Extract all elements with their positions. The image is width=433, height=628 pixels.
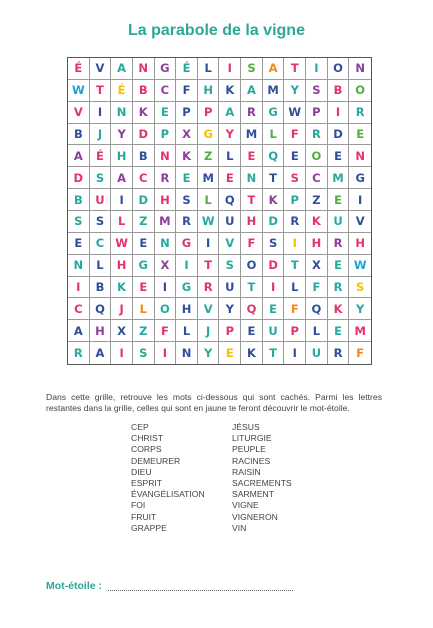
word-list-right — [232, 422, 292, 534]
grid-cell[interactable]: A — [68, 145, 90, 167]
word-list-item: LITURGIE — [232, 433, 272, 444]
grid-cell[interactable]: R — [241, 102, 263, 124]
grid-cell[interactable]: L — [219, 145, 241, 167]
grid-cell[interactable]: É — [90, 145, 112, 167]
word-list-item: VIN — [232, 522, 247, 533]
grid-cell[interactable]: U — [219, 211, 241, 233]
grid-cell[interactable]: S — [90, 167, 112, 189]
grid-cell[interactable]: S — [263, 233, 285, 255]
grid-cell[interactable]: H — [241, 211, 263, 233]
grid-cell[interactable]: G — [176, 233, 198, 255]
grid-cell[interactable]: S — [176, 189, 198, 211]
grid-cell[interactable]: N — [349, 145, 371, 167]
grid-cell[interactable]: D — [133, 124, 155, 146]
grid-cell[interactable]: F — [155, 320, 177, 342]
word-list-item: CORPS — [131, 444, 162, 455]
grid-cell[interactable]: D — [328, 124, 350, 146]
grid-cell[interactable]: O — [241, 255, 263, 277]
word-list-item: FRUIT — [131, 511, 157, 522]
grid-cell[interactable]: T — [263, 167, 285, 189]
grid-cell[interactable]: P — [306, 102, 328, 124]
grid-cell[interactable]: H — [306, 233, 328, 255]
grid-cell[interactable]: R — [306, 124, 328, 146]
word-search-grid[interactable] — [67, 57, 372, 365]
grid-cell[interactable]: I — [263, 277, 285, 299]
grid-cell[interactable]: G — [133, 255, 155, 277]
grid-cell[interactable]: X — [176, 124, 198, 146]
grid-cell[interactable]: K — [328, 298, 350, 320]
grid-cell[interactable]: B — [328, 80, 350, 102]
grid-cell[interactable]: U — [263, 320, 285, 342]
grid-cell[interactable]: B — [133, 80, 155, 102]
grid-cell[interactable]: S — [133, 342, 155, 364]
grid-cell[interactable]: F — [176, 80, 198, 102]
word-list-item: FOI — [131, 500, 146, 511]
grid-cell[interactable]: N — [68, 255, 90, 277]
grid-cell[interactable]: C — [306, 167, 328, 189]
grid-cell[interactable]: R — [284, 211, 306, 233]
grid-cell[interactable]: R — [328, 277, 350, 299]
word-list-item: VIGNE — [232, 500, 259, 511]
grid-cell[interactable]: P — [176, 102, 198, 124]
word-list-item: CEP — [131, 422, 149, 432]
grid-cell[interactable]: I — [306, 58, 328, 80]
grid-cell[interactable]: F — [284, 298, 306, 320]
grid-cell[interactable]: L — [133, 298, 155, 320]
grid-cell[interactable]: C — [68, 298, 90, 320]
grid-cell[interactable]: S — [241, 58, 263, 80]
word-list-item: SARMENT — [232, 489, 275, 500]
grid-cell[interactable]: É — [111, 80, 133, 102]
grid-cell[interactable]: O — [328, 58, 350, 80]
word-list-item: VIGNERON — [232, 511, 278, 522]
grid-cell[interactable]: Q — [90, 298, 112, 320]
grid-cell[interactable]: N — [155, 145, 177, 167]
grid-cell[interactable]: E — [68, 233, 90, 255]
grid-cell[interactable]: P — [284, 189, 306, 211]
grid-cell[interactable]: Q — [219, 189, 241, 211]
grid-cell[interactable]: P — [155, 124, 177, 146]
grid-cell[interactable]: M — [263, 80, 285, 102]
grid-cell[interactable]: N — [155, 233, 177, 255]
grid-cell[interactable]: Y — [349, 298, 371, 320]
grid-cell[interactable]: N — [111, 102, 133, 124]
grid-cell[interactable]: E — [328, 189, 350, 211]
grid-cell[interactable]: U — [90, 189, 112, 211]
grid-cell[interactable]: R — [176, 211, 198, 233]
grid-cell[interactable]: H — [155, 189, 177, 211]
grid-cell[interactable]: S — [349, 277, 371, 299]
grid-cell[interactable]: B — [68, 124, 90, 146]
grid-cell[interactable]: E — [219, 342, 241, 364]
grid-cell[interactable]: H — [349, 233, 371, 255]
grid-cell[interactable]: Y — [219, 298, 241, 320]
grid-cell[interactable]: C — [133, 167, 155, 189]
grid-cell[interactable]: A — [219, 102, 241, 124]
grid-cell[interactable]: W — [198, 211, 220, 233]
grid-cell[interactable]: I — [155, 342, 177, 364]
grid-cell[interactable]: K — [306, 211, 328, 233]
grid-cell[interactable]: L — [111, 211, 133, 233]
grid-cell[interactable]: O — [349, 80, 371, 102]
grid-cell[interactable]: Y — [219, 124, 241, 146]
grid-cell[interactable]: R — [68, 342, 90, 364]
grid-cell[interactable]: E — [349, 124, 371, 146]
grid-cell[interactable]: E — [241, 145, 263, 167]
grid-cell[interactable]: D — [263, 255, 285, 277]
grid-cell[interactable]: C — [155, 80, 177, 102]
word-list-item: JÉSUS — [232, 422, 260, 432]
word-list-item: RACINES — [232, 455, 271, 466]
grid-cell[interactable]: I — [219, 58, 241, 80]
grid-cell[interactable]: R — [349, 102, 371, 124]
grid-cell[interactable]: G — [263, 102, 285, 124]
grid-cell[interactable]: J — [198, 320, 220, 342]
grid-cell[interactable]: Y — [111, 124, 133, 146]
grid-cell[interactable]: T — [241, 277, 263, 299]
grid-cell[interactable]: T — [284, 255, 306, 277]
grid-cell[interactable]: G — [176, 277, 198, 299]
mot-etoile-answer-line[interactable] — [108, 590, 293, 591]
grid-cell[interactable]: A — [90, 342, 112, 364]
grid-cell[interactable]: I — [349, 189, 371, 211]
grid-cell[interactable]: E — [328, 255, 350, 277]
grid-cell[interactable]: V — [68, 102, 90, 124]
grid-cell[interactable]: Q — [306, 298, 328, 320]
grid-cell[interactable]: V — [219, 233, 241, 255]
grid-cell[interactable]: F — [306, 277, 328, 299]
grid-cell[interactable]: N — [241, 167, 263, 189]
grid-cell[interactable]: I — [284, 233, 306, 255]
grid-cell[interactable]: E — [328, 145, 350, 167]
grid-cell[interactable]: É — [176, 58, 198, 80]
grid-cell[interactable]: F — [356, 346, 365, 361]
grid-cell[interactable]: M — [241, 124, 263, 146]
grid-cell[interactable]: S — [306, 80, 328, 102]
word-list-item: CHRIST — [131, 433, 163, 444]
instructions-text: Dans cette grille, retrouve les mots ci-dessous qui sont cachés. Parmi les lettres restantes dans la grille, celles qui sont en jaune te feront découvrir le mot-étoile. — [46, 392, 382, 413]
grid-cell[interactable]: R — [328, 233, 350, 255]
grid-cell[interactable]: W — [68, 80, 90, 102]
grid-cell[interactable]: Q — [241, 298, 263, 320]
grid-cell[interactable]: W — [111, 233, 133, 255]
grid-cell[interactable]: E — [284, 145, 306, 167]
grid-cell[interactable]: G — [349, 167, 371, 189]
grid-cell[interactable]: H — [111, 145, 133, 167]
grid-cell[interactable]: B — [68, 189, 90, 211]
grid-cell[interactable]: E — [155, 102, 177, 124]
grid-cell[interactable]: G — [198, 124, 220, 146]
grid-cell[interactable]: H — [198, 80, 220, 102]
grid-cell[interactable]: E — [263, 298, 285, 320]
grid-cell[interactable]: V — [90, 58, 112, 80]
word-list-item: RAISIN — [232, 466, 261, 477]
grid-cell[interactable]: L — [306, 320, 328, 342]
grid-cell[interactable]: L — [90, 255, 112, 277]
grid-cell[interactable]: P — [219, 320, 241, 342]
grid-cell[interactable]: K — [111, 277, 133, 299]
grid-cell[interactable]: T — [263, 342, 285, 364]
grid-cell[interactable]: S — [68, 211, 90, 233]
grid-cell[interactable]: M — [349, 320, 371, 342]
grid-cell[interactable]: U — [219, 277, 241, 299]
grid-cell[interactable]: Z — [306, 189, 328, 211]
grid-cell[interactable]: I — [198, 233, 220, 255]
grid-cell[interactable]: J — [111, 298, 133, 320]
grid-cell[interactable]: O — [155, 298, 177, 320]
grid-cell[interactable]: I — [176, 255, 198, 277]
grid-cell[interactable]: V — [198, 298, 220, 320]
grid-cell[interactable]: A — [68, 320, 90, 342]
grid-cell[interactable]: Y — [198, 342, 220, 364]
grid-cell[interactable]: L — [198, 58, 220, 80]
grid-cell[interactable]: D — [68, 167, 90, 189]
grid-cell[interactable]: C — [90, 233, 112, 255]
grid-cell[interactable]: E — [328, 320, 350, 342]
grid-cell[interactable]: K — [241, 342, 263, 364]
grid-cell[interactable]: L — [198, 189, 220, 211]
grid-cell[interactable]: U — [328, 211, 350, 233]
word-list-item: DEMEURER — [131, 455, 181, 466]
word-list-item: GRAPPE — [131, 522, 167, 533]
grid-cell[interactable]: R — [155, 167, 177, 189]
grid-cell[interactable]: A — [263, 58, 285, 80]
grid-cell[interactable]: I — [111, 342, 133, 364]
mot-etoile-label: Mot-étoile : — [46, 580, 102, 592]
grid-cell[interactable]: T — [90, 80, 112, 102]
grid-cell[interactable]: X — [155, 255, 177, 277]
grid-cell[interactable]: I — [111, 189, 133, 211]
grid-cell[interactable]: W — [284, 102, 306, 124]
word-list-item: ÉVANGÉLISATION — [131, 489, 205, 500]
grid-cell[interactable]: Z — [133, 320, 155, 342]
grid-cell[interactable]: K — [219, 80, 241, 102]
grid-cell[interactable]: É — [68, 58, 90, 80]
grid-cell[interactable]: N — [133, 58, 155, 80]
grid-cell[interactable]: Z — [133, 211, 155, 233]
grid-cell[interactable]: K — [263, 189, 285, 211]
grid-cell[interactable]: R — [198, 277, 220, 299]
grid-cell[interactable]: Z — [198, 145, 220, 167]
grid-cell[interactable]: E — [133, 277, 155, 299]
grid-cell[interactable]: M — [198, 167, 220, 189]
grid-cell[interactable]: L — [263, 124, 285, 146]
grid-cell[interactable]: A — [241, 80, 263, 102]
grid-cell[interactable]: B — [133, 145, 155, 167]
grid-cell[interactable]: I — [328, 102, 350, 124]
grid-cell[interactable]: H — [176, 298, 198, 320]
grid-cell[interactable]: L — [284, 277, 306, 299]
grid-cell[interactable]: U — [306, 342, 328, 364]
grid-cell[interactable]: V — [349, 211, 371, 233]
grid-cell[interactable]: B — [90, 277, 112, 299]
grid-cell[interactable]: X — [111, 320, 133, 342]
grid-cell[interactable]: E — [133, 233, 155, 255]
grid-cell[interactable]: T — [198, 255, 220, 277]
grid-cell[interactable]: R — [328, 342, 350, 364]
word-list-item: DIEU — [131, 466, 152, 477]
grid-cell[interactable]: N — [349, 58, 371, 80]
grid-cell[interactable]: Y — [284, 80, 306, 102]
grid-cell[interactable]: E — [219, 167, 241, 189]
word-list-item: PEUPLE — [232, 444, 266, 455]
grid-cell[interactable]: F — [284, 124, 306, 146]
grid-cell[interactable]: I — [90, 102, 112, 124]
grid-cell[interactable]: M — [155, 211, 177, 233]
grid-cell[interactable]: E — [241, 320, 263, 342]
grid-cell[interactable]: I — [68, 277, 90, 299]
grid-cell[interactable]: O — [306, 145, 328, 167]
grid-cell[interactable]: A — [111, 167, 133, 189]
grid-cell[interactable]: N — [176, 342, 198, 364]
grid-cell[interactable]: I — [284, 342, 306, 364]
word-list-item: ESPRIT — [131, 478, 163, 489]
grid-cell[interactable]: I — [155, 277, 177, 299]
grid-cell[interactable]: H — [111, 255, 133, 277]
word-list-item: SACREMENTS — [232, 478, 292, 489]
grid-cell[interactable]: P — [198, 102, 220, 124]
grid-cell[interactable]: L — [176, 320, 198, 342]
grid-cell[interactable]: D — [133, 189, 155, 211]
grid-cell[interactable]: J — [90, 124, 112, 146]
grid-cell[interactable]: K — [176, 145, 198, 167]
grid-cell[interactable]: K — [133, 102, 155, 124]
grid-cell[interactable]: T — [241, 189, 263, 211]
grid-cell[interactable]: D — [263, 211, 285, 233]
grid-cell[interactable]: F — [241, 233, 263, 255]
grid-cell[interactable]: S — [90, 211, 112, 233]
grid-cell[interactable]: H — [90, 320, 112, 342]
grid-cell[interactable]: T — [284, 58, 306, 80]
word-list-left — [131, 422, 205, 534]
grid-cell[interactable]: W — [349, 255, 371, 277]
grid-cell[interactable]: S — [219, 255, 241, 277]
grid-cell[interactable]: Q — [263, 145, 285, 167]
grid-cell[interactable]: P — [284, 320, 306, 342]
grid-cell[interactable]: S — [284, 167, 306, 189]
grid-cell[interactable]: E — [176, 167, 198, 189]
page-title: La parabole de la vigne — [128, 22, 305, 39]
grid-cell[interactable]: X — [306, 255, 328, 277]
grid-cell[interactable]: G — [155, 58, 177, 80]
grid-cell[interactable]: A — [111, 58, 133, 80]
grid-cell[interactable]: M — [328, 167, 350, 189]
